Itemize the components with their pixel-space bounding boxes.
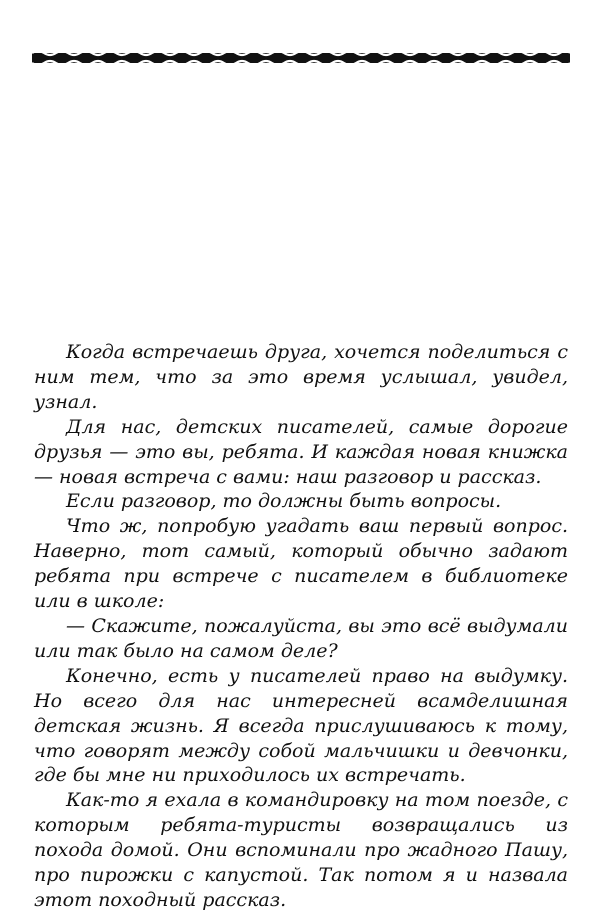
paragraph: Если разговор, то должны быть вопросы. <box>66 490 502 513</box>
paragraph: Когда встречаешь друга, хочется поделиться с ним тем, что за это время услышал, увидел, узнал. <box>34 341 568 413</box>
decorative-border-ornament <box>32 50 570 66</box>
paragraph: — Скажите, пожалуйста, вы это всё выдумали или так было на самом деле? <box>34 614 568 662</box>
paragraph: Что ж, попробую угадать ваш первый вопрос. Наверно, тот самый, который обычно задают ребята при встрече с писателем в библиотеке или в школе: <box>34 515 568 613</box>
paragraph: Как-то я ехала в командировку на том поезде, с которым ребята-туристы возвращались из похода домой. Они вспоминали про жадного Пашу, про пирожки с капустой. Так потом я и назвала этот походный рассказ. <box>34 789 568 911</box>
body-text <box>34 340 568 913</box>
paragraph: Для нас, детских писателей, самые дорогие друзья — это вы, ребята. И каждая новая книжка — новая встреча с вами: наш разговор и рассказ. <box>34 415 568 488</box>
paragraph: Конечно, есть у писателей право на выдумку. Но всего для нас интересней всамделишная детская жизнь. Я всегда прислушиваюсь к тому, что говорят между собой мальчишки и девчонки, где бы мне ни приходилось их встречать. <box>34 664 568 787</box>
